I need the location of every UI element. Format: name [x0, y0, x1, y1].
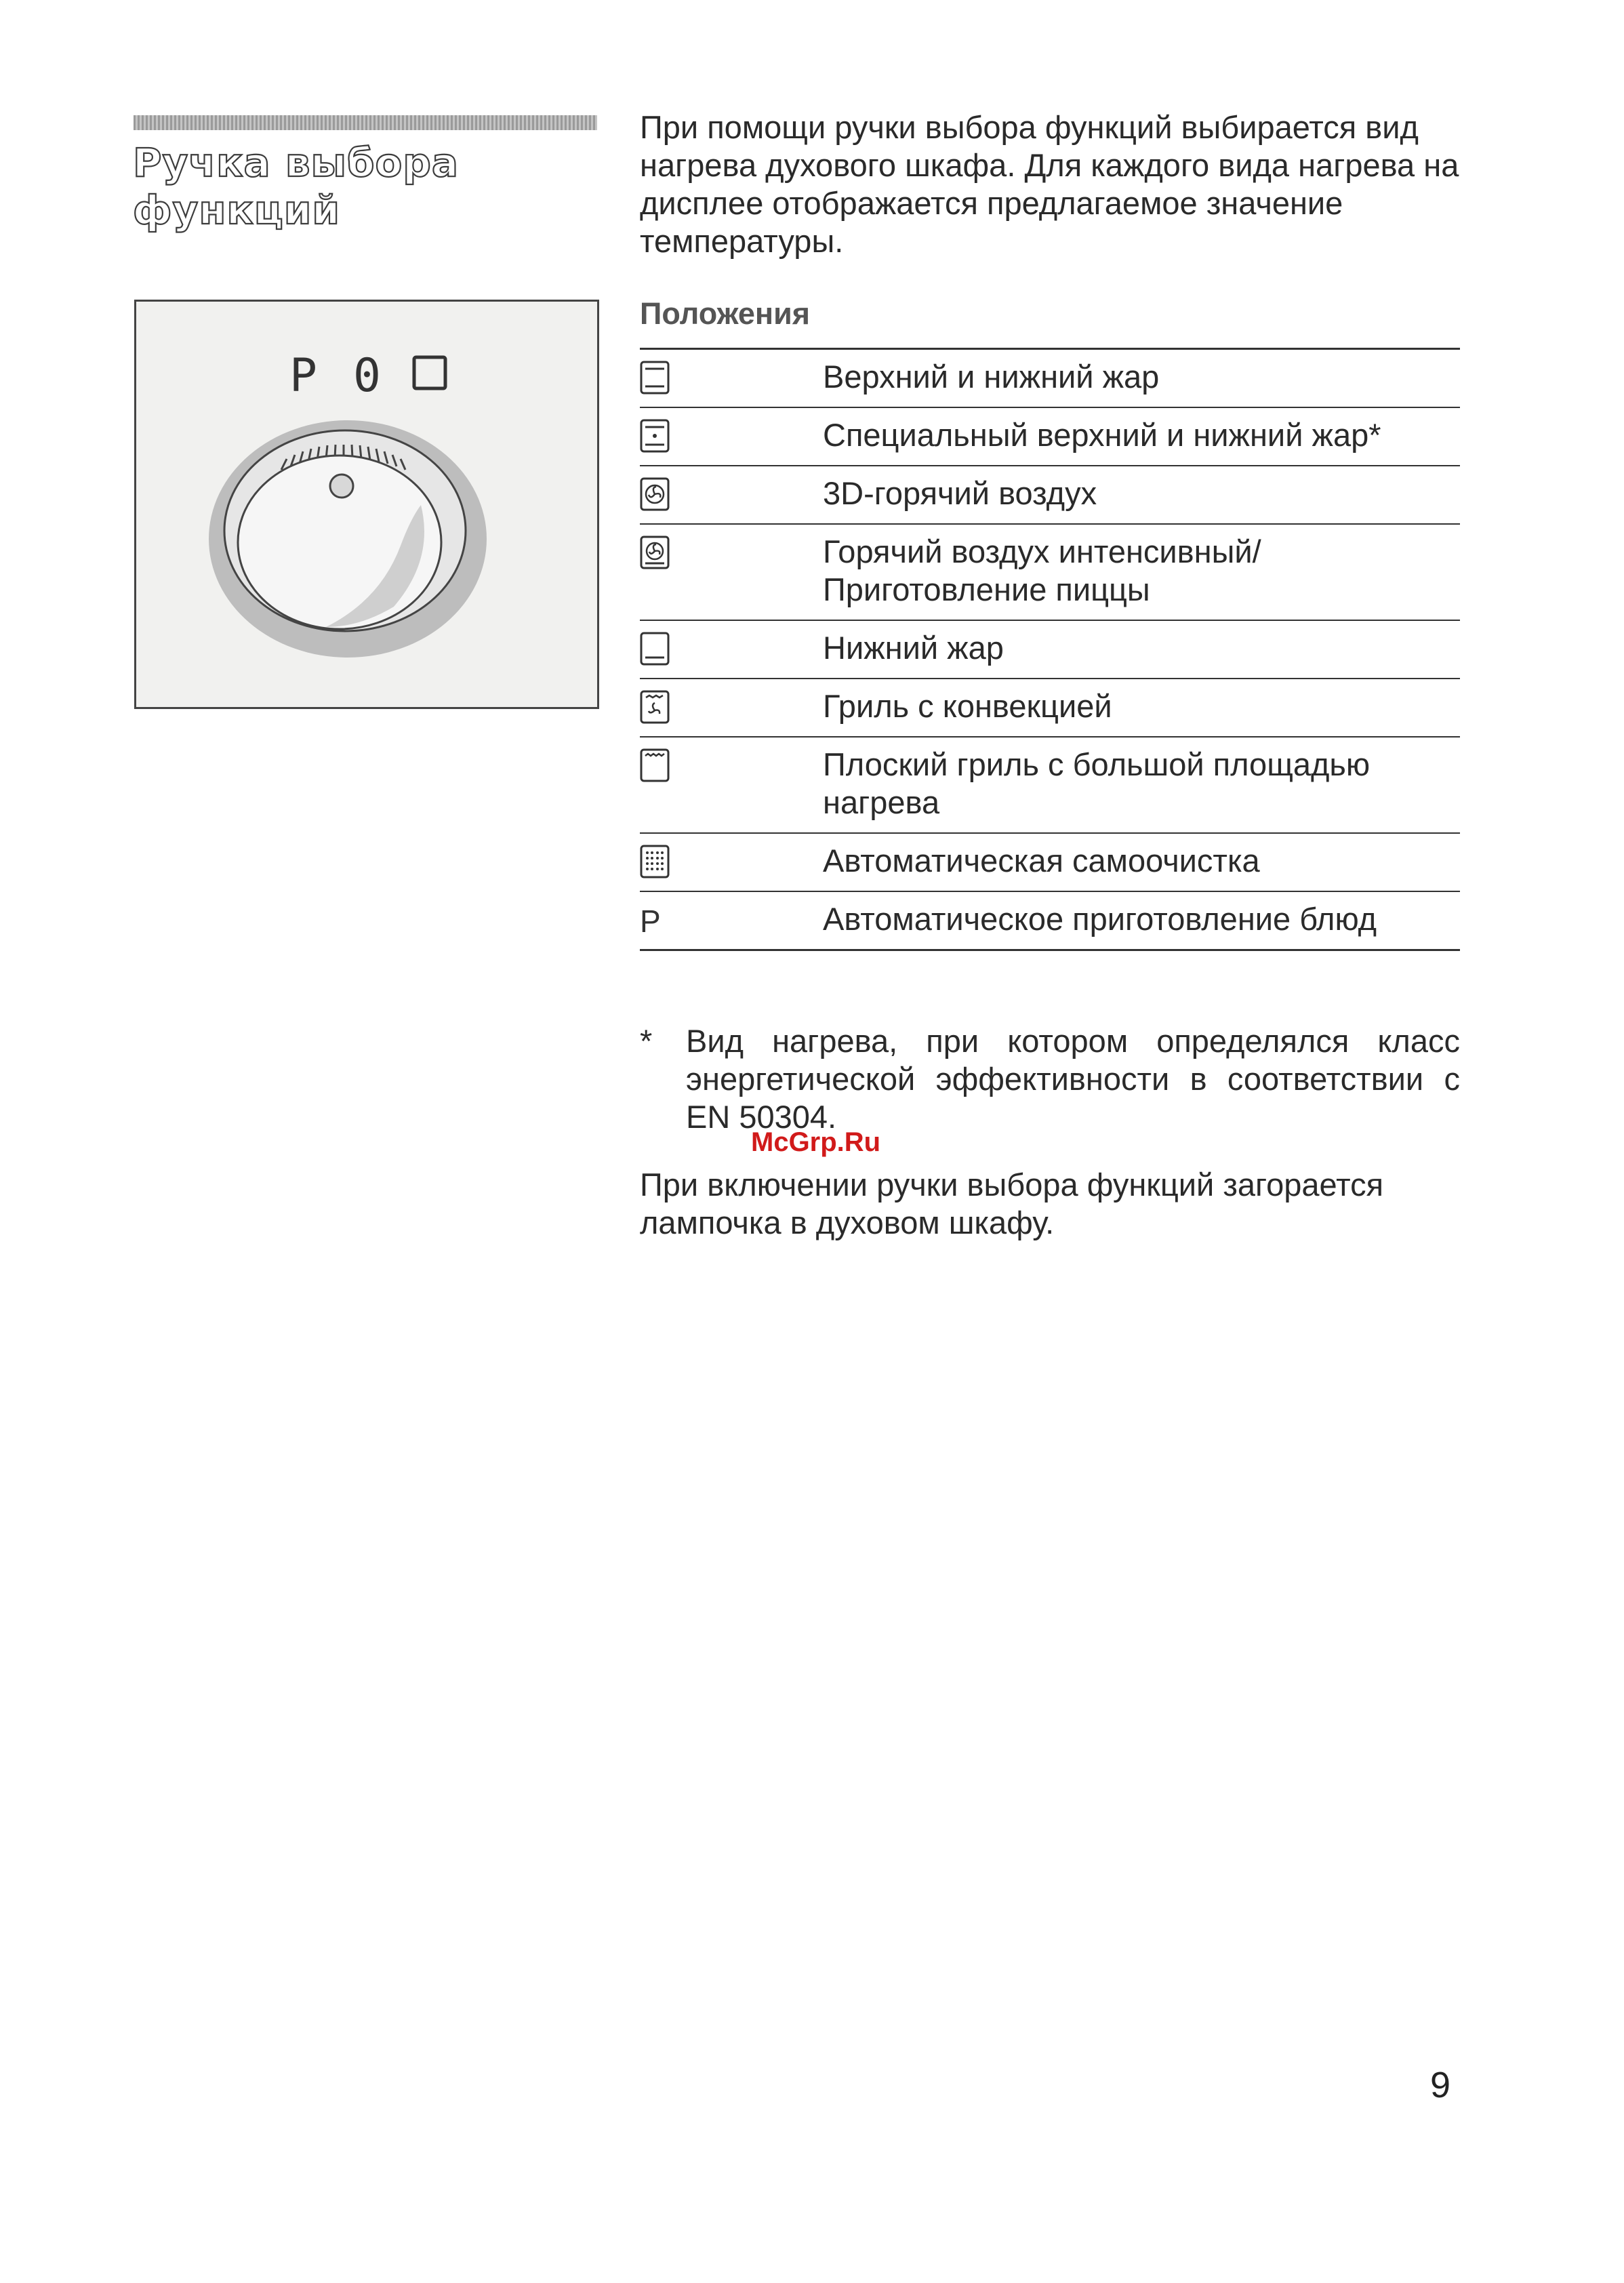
bottom-heat-icon — [640, 632, 670, 666]
position-label: 3D-горячий воздух — [823, 475, 1097, 511]
position-label: Автоматическое приготовление блюд — [823, 901, 1377, 937]
knob-indicator-dot — [330, 474, 353, 498]
position-label: Нижний жар — [823, 630, 1004, 666]
position-row — [640, 466, 1460, 525]
positions-heading: Положения — [640, 296, 811, 331]
position-row — [640, 834, 1460, 892]
watermark: McGrp.Ru — [751, 1127, 881, 1157]
position-label: Специальный верхний и нижний жар* — [823, 417, 1381, 453]
positions-table — [640, 348, 1460, 951]
display-p-label: P — [289, 349, 317, 403]
top-bottom-heat-icon — [640, 361, 670, 395]
auto-program-icon: P — [640, 904, 661, 939]
footnote-text: Вид нагрева, при котором определялся класс энергетической эффективности в соответствии с EN 50304. — [686, 1023, 1460, 1135]
self-cleaning-icon — [640, 845, 670, 878]
section-title-bar — [134, 115, 597, 130]
closing-paragraph: При включении ручки выбора функций загорается лампочка в духовом шкафу. — [640, 1167, 1384, 1240]
grill-convection-icon — [640, 690, 670, 724]
special-top-bottom-heat-icon — [640, 419, 670, 453]
position-row — [640, 892, 1460, 951]
position-row — [640, 679, 1460, 738]
section-title — [133, 139, 607, 234]
display-square-icon — [414, 357, 445, 388]
flat-grill-icon — [640, 748, 670, 782]
position-row — [640, 408, 1460, 466]
position-label: Верхний и нижний жар — [823, 359, 1160, 395]
position-label: Гриль с конвекцией — [823, 688, 1112, 724]
position-label: Автоматическая самоочистка — [823, 843, 1260, 878]
footnote-marker: * — [640, 1023, 653, 1059]
display-zero-label: 0 — [353, 349, 381, 403]
position-row — [640, 525, 1460, 621]
position-row — [640, 738, 1460, 834]
function-knob-figure — [134, 300, 599, 709]
section-title-line2: функций — [133, 187, 341, 233]
page-number: 9 — [1430, 2065, 1451, 2105]
3d-hot-air-icon — [640, 477, 670, 511]
intro-paragraph: При помощи ручки выбора функций выбирается вид нагрева духового шкафа. Для каждого вида нагрева на дисплее отображается предлагаемое значение температуры. — [640, 109, 1459, 259]
section-title-line1: Ручка выбора — [133, 140, 459, 186]
intensive-hot-air-icon — [640, 536, 670, 569]
position-row — [640, 621, 1460, 679]
position-row — [640, 350, 1460, 408]
footnote — [640, 1022, 1460, 1136]
position-label: Горячий воздух интенсивный/ Приготовление пиццы — [823, 533, 1261, 607]
position-label: Плоский гриль с большой площадью нагрева — [823, 746, 1371, 820]
